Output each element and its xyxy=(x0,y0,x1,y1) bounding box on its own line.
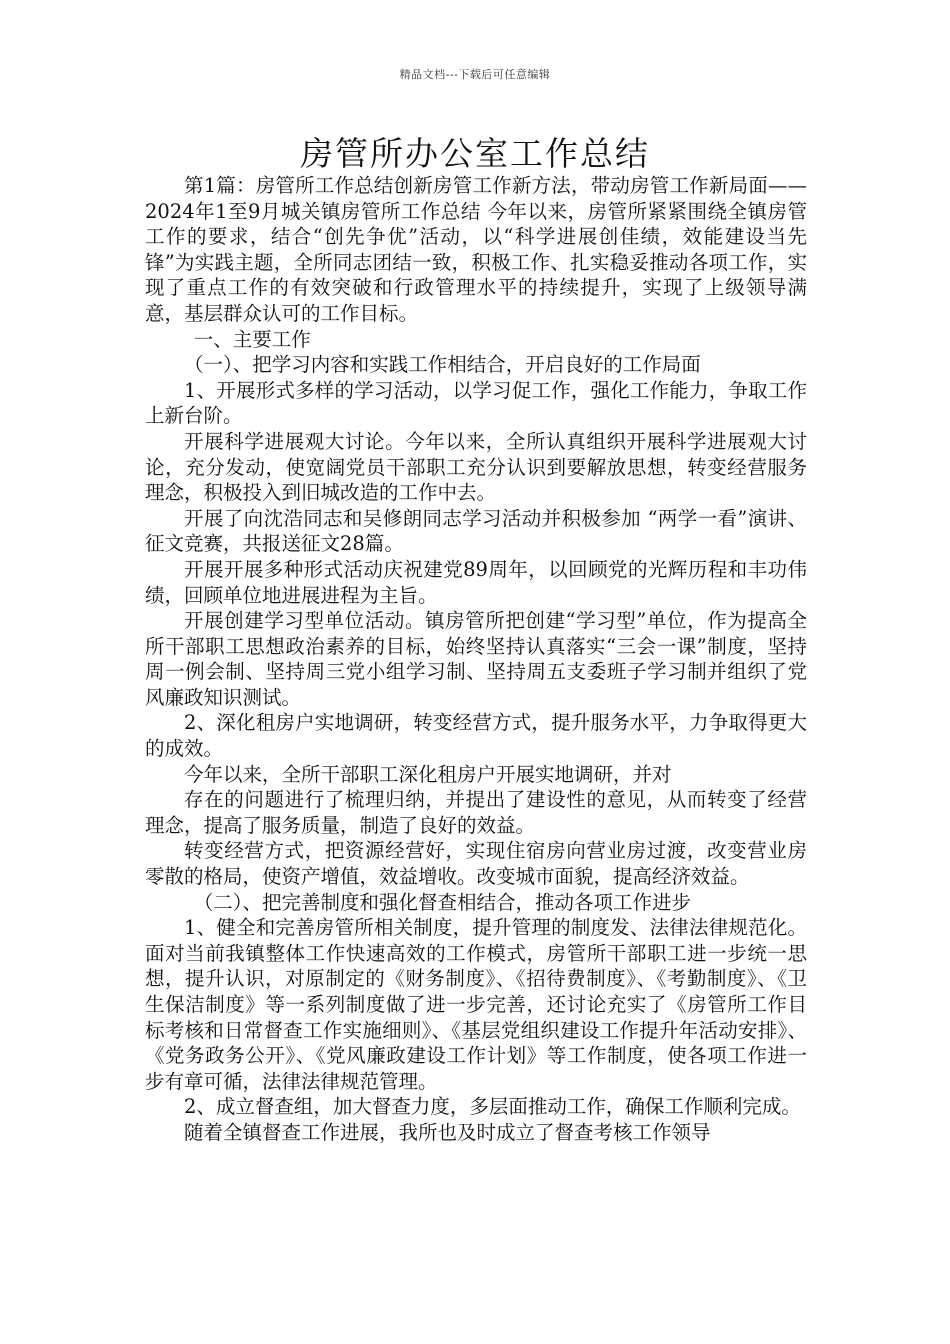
paragraph-supervision-group: 2、成立督查组，加大督查力度，多层面推动工作，确保工作顺利完成。 xyxy=(184,1095,801,1119)
paragraph-business-mode: 转变经营方式，把资源经营好，实现住宿房向营业房过渡，改变营业房零散的格局，使资产增值，效益增收。改变城市面貌，提高经济效益。 xyxy=(145,839,807,889)
header-note: 精品文档---下载后可任意编辑 xyxy=(399,68,551,81)
document-title: 房管所办公室工作总结 xyxy=(300,134,650,173)
paragraph-field-research: 今年以来，全所干部职工深化租房户开展实地调研，并对 xyxy=(184,762,672,786)
paragraph-item-2: 2、深化租房户实地调研，转变经营方式，提升服务水平，力争取得更大的成效。 xyxy=(145,711,807,761)
subsection-heading-1: （一）、把学习内容和实践工作相结合，开启良好的工作局面 xyxy=(184,353,701,377)
paragraph-intro: 第1篇：房管所工作总结创新房管工作新方法，带动房管工作新局面——2024年1至9月城关镇房管所工作总结 今年以来，房管所紧紧围绕全镇房管工作的要求，结合“创先争优”活动，以“科学进展创佳绩，效能建设当先锋”为实践主题，全所同志团结一致，积极工作、扎实稳妥推动各项工作，实现了重点工作的有效突破和行政管理水平的持续提升，实现了上级领导满意，基层群众认可的工作目标。 xyxy=(145,174,807,325)
paragraph-supervision-progress: 随着全镇督查工作进展，我所也及时成立了督查考核工作领导 xyxy=(184,1120,711,1144)
paragraph-discussion: 开展科学进展观大讨论。今年以来，全所认真组织开展科学进展观大讨论，充分发动，使宽阔党员干部职工充分认识到要解放思想，转变经营服务理念，积极投入到旧城改造的工作中去。 xyxy=(145,429,807,505)
paragraph-party-anniversary: 开展开展多种形式活动庆祝建党89周年，以回顾党的光辉历程和丰功伟绩，回顾单位地进展进程为主旨。 xyxy=(145,557,807,607)
subsection-heading-2: （二）、把完善制度和强化督查相结合，推动各项工作进步 xyxy=(193,890,692,914)
paragraph-problems: 存在的问题进行了梳理归纳，并提出了建设性的意见，从而转变了经营理念，提高了服务质量，制造了良好的效益。 xyxy=(145,788,807,837)
paragraph-learning-unit: 开展创建学习型单位活动。镇房管所把创建“学习型”单位，作为提高全所干部职工思想政治素养的目标，始终坚持认真落实“三会一课”制度，坚持周一例会制、坚持周三党小组学习制、坚持周五支委班子学习制并组织了党风廉政知识测试。 xyxy=(145,609,807,709)
paragraph-system-improvement: 1、健全和完善房管所相关制度，提升管理的制度发、法律法律规范化。 面对当前我镇整体工作快速高效的工作模式，房管所干部职工进一步统一思想，提升认识，对原制定的《财务制度》、《招待费制度》、《考勤制度》、《卫生保洁制度》等一系列制度做了进一步完善，还讨论充实了《房管所工作目标考核和日常督查工作实施细则》、《基层党组织建设工作提升年活动安排》、《党务政务公开》、《党风廉政建设工作计划》等工作制度，使各项工作进一步有章可循，法律法律规范管理。 xyxy=(145,916,807,1093)
paragraph-study-activity: 开展了向沈浩同志和吴修朗同志学习活动并积极参加 “两学一看”演讲、征文竞赛，共报送征文28篇。 xyxy=(145,506,807,556)
paragraph-item-1: 1、开展形式多样的学习活动，以学习促工作，强化工作能力，争取工作上新台阶。 xyxy=(145,378,807,428)
section-heading-main-work: 一、主要工作 xyxy=(193,327,311,351)
document-body xyxy=(145,173,807,1146)
